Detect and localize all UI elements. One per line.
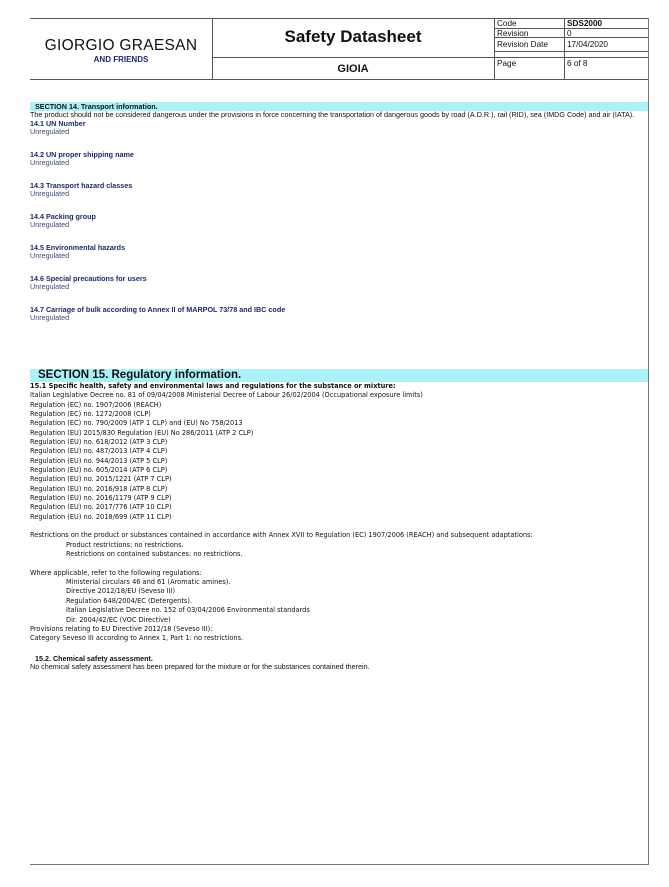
subsection-heading: 14.6 Special precautions for users <box>30 273 147 283</box>
meta-row-revision-date <box>494 38 648 52</box>
subsection-14-6 <box>30 275 648 292</box>
subsection-value: Unregulated <box>30 313 70 322</box>
regulation-line: Regulation (EU) no. 605/2014 (ATP 6 CLP) <box>30 466 168 475</box>
document-header <box>30 18 648 80</box>
regulation-line: Regulation (EU) no. 2016/1179 (ATP 9 CLP) <box>30 494 172 503</box>
restriction-line: Restrictions on contained substances: no restrictions. <box>66 550 243 559</box>
meta-label: Revision <box>497 29 529 38</box>
meta-label: Revision Date <box>497 40 548 49</box>
document-title: Safety Datasheet <box>284 27 422 46</box>
meta-label: Code <box>497 19 517 28</box>
meta-value: 6 of 8 <box>567 59 588 68</box>
subsection-14-1 <box>30 120 648 137</box>
regulation-line: Regulation (EC) no. 790/2009 (ATP 1 CLP) and (EU) No 758/2013 <box>30 419 243 428</box>
company-subtitle: AND FRIENDS <box>93 55 149 64</box>
seveso-line: Category Seveso III according to Annex 1, Part 1: no restrictions. <box>30 634 244 643</box>
meta-row-revision <box>494 29 648 38</box>
where-applicable-line: Italian Legislative Decree no. 152 of 03/04/2006 Environmental standards <box>66 606 310 615</box>
regulation-line: Regulation (EU) 2015/830 Regulation (EU) No 286/2011 (ATP 2 CLP) <box>30 428 254 437</box>
subsection-14-7 <box>30 306 648 323</box>
company-name: GIORGIO GRAESAN <box>44 37 198 54</box>
regulation-line: Italian Legislative Decree no. 81 of 09/04/2008 Ministerial Decree of Labour 26/02/2004 (Occupational exposure limits) <box>30 391 423 400</box>
meta-label: Page <box>497 59 517 68</box>
restrictions-intro: Restrictions on the product or substances contained in accordance with Annex XVII to Regulation (EC) 1907/2006 (REACH) and subsequent adaptations: <box>30 531 533 540</box>
subsection-value: Unregulated <box>30 127 70 136</box>
regulation-line: Regulation (EU) no. 2018/699 (ATP 11 CLP) <box>30 512 172 521</box>
product-name: GIOIA <box>212 57 494 80</box>
meta-value: 0 <box>567 29 572 38</box>
subsection-value: Unregulated <box>30 251 70 260</box>
section-14-transport <box>30 102 648 323</box>
subsection-value: Unregulated <box>30 220 70 229</box>
section-14-intro: The product should not be considered dangerous under the provisions in force concerning the transportation of dangerous goods by road (A.D.R.), rail (RID), sea (IMDG Code) and air (IATA). <box>30 110 635 119</box>
seveso-line: Provisions relating to EU Directive 2012/18 (Seveso III): <box>30 624 213 633</box>
subsection-heading: 14.5 Environmental hazards <box>30 242 126 252</box>
subsection-15-2-heading: 15.2. Chemical safety assessment. <box>35 653 153 663</box>
subsection-14-4 <box>30 213 648 230</box>
regulation-line: Regulation (EU) no. 2017/776 (ATP 10 CLP) <box>30 503 172 512</box>
document-page <box>30 18 649 865</box>
restriction-line: Product restrictions: no restrictions. <box>66 540 184 549</box>
section-14-heading: SECTION 14. Transport information. <box>30 102 648 111</box>
meta-value: SDS2000 <box>567 19 603 28</box>
subsection-14-5 <box>30 244 648 261</box>
title-block <box>212 19 495 79</box>
subsection-value: Unregulated <box>30 158 70 167</box>
subsection-heading: 14.1 UN Number <box>30 118 86 128</box>
section-15-heading: SECTION 15. Regulatory information. <box>30 369 648 382</box>
regulation-line: Regulation (EC) no. 1907/2006 (REACH) <box>30 400 162 409</box>
regulation-line: Regulation (EU) no. 944/2013 (ATP 5 CLP) <box>30 456 168 465</box>
regulation-line: Regulation (EU) no. 2015/1221 (ATP 7 CLP) <box>30 475 172 484</box>
subsection-14-3 <box>30 182 648 199</box>
subsection-heading: 14.2 UN proper shipping name <box>30 149 134 159</box>
subsection-15-1-heading: 15.1 Specific health, safety and environmental laws and regulations for the substance or mixture: <box>30 382 396 390</box>
regulation-line: Regulation (EU) no. 2016/918 (ATP 8 CLP) <box>30 484 168 493</box>
where-applicable-line: Directive 2012/18/EU (Seveso III) <box>66 587 176 596</box>
meta-value: 17/04/2020 <box>567 40 608 49</box>
subsection-value: Unregulated <box>30 189 70 198</box>
subsection-value: Unregulated <box>30 282 70 291</box>
where-applicable-line: Dir. 2004/42/EC (VOC Directive) <box>66 615 171 624</box>
section-15-regulatory <box>30 369 648 672</box>
regulation-line: Regulation (EC) no. 1272/2008 (CLP) <box>30 410 151 419</box>
where-applicable-line: Ministerial circulars 46 and 61 (Aromatic amines). <box>66 578 231 587</box>
where-applicable-intro: Where applicable, refer to the following regulations: <box>30 568 202 577</box>
subsection-heading: 14.7 Carriage of bulk according to Annex II of MARPOL 73/78 and IBC code <box>30 304 286 314</box>
where-applicable-line: Regulation 648/2004/EC (Detergents). <box>66 596 193 605</box>
meta-row-page <box>494 57 648 79</box>
subsection-heading: 14.4 Packing group <box>30 211 96 221</box>
regulation-line: Regulation (EU) no. 618/2012 (ATP 3 CLP) <box>30 438 168 447</box>
subsection-15-2-text: No chemical safety assessment has been prepared for the mixture or for the substances contained therein. <box>30 662 370 672</box>
subsection-14-2 <box>30 151 648 168</box>
company-block <box>30 19 213 79</box>
regulation-line: Regulation (EU) no. 487/2013 (ATP 4 CLP) <box>30 447 168 456</box>
subsection-heading: 14.3 Transport hazard classes <box>30 180 133 190</box>
meta-row-code <box>494 19 648 29</box>
